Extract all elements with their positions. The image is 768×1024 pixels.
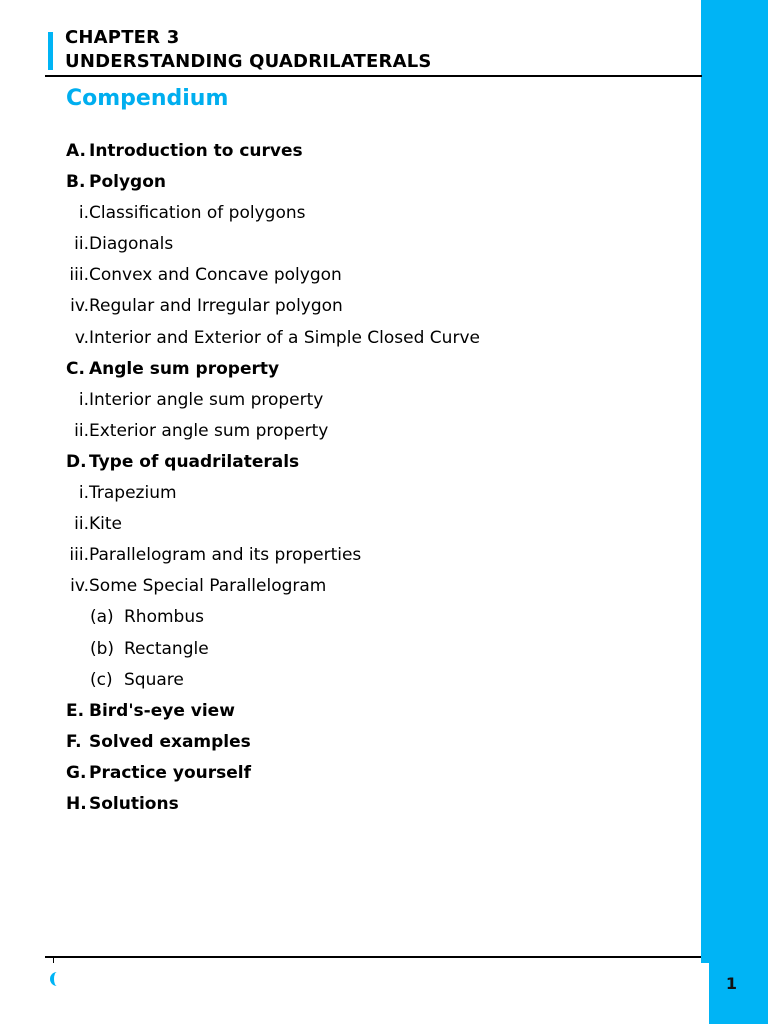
toc-item [66,513,480,544]
toc-item-label: Solved examples [89,731,251,752]
toc-item-label: Interior angle sum property [89,389,324,410]
toc-item-label: Square [124,669,184,690]
toc-item-label: Introduction to curves [89,141,303,161]
toc-item [66,233,480,264]
toc-item-marker: v. [74,327,89,348]
toc-item-marker: ii. [74,514,89,535]
toc-item-marker: iv. [70,296,89,317]
toc-item-label: Some Special Parallelogram [89,576,327,597]
footer-tick [53,958,54,963]
toc-item-marker: i. [78,389,89,410]
toc-item-label: Rectangle [124,638,209,659]
toc-item [66,482,480,513]
toc-item [66,544,480,575]
toc-item [66,295,480,326]
toc-item [66,358,480,389]
toc-item-label: Kite [89,514,122,535]
toc-item-label: Bird's-eye view [89,700,235,721]
toc-item-marker: ii. [74,420,89,441]
toc-item-label: Rhombus [124,607,204,628]
toc-item-marker: iii. [69,265,89,286]
toc-item-marker: (b) [90,638,115,659]
toc-item [66,451,480,482]
toc-item [66,793,480,824]
toc-item-marker: F. [66,731,82,752]
toc-item-marker: A. [66,141,86,161]
toc-item-label: Convex and Concave polygon [89,265,342,286]
toc-item [66,700,480,731]
toc-item-marker: iii. [69,545,89,566]
toc-item-label: Diagonals [89,234,174,255]
section-title: Compendium [66,86,229,111]
toc-item [66,669,480,700]
toc-item [66,171,480,202]
toc-item-label: Trapezium [89,483,177,504]
page-number: 1 [725,974,738,993]
toc-item-label: Parallelogram and its properties [89,545,362,566]
toc-item-marker: B. [66,172,86,193]
toc-item [66,202,480,233]
toc-item [66,140,480,171]
toc-item-label: Regular and Irregular polygon [89,296,343,317]
header-accent-bar [48,32,53,70]
toc-item [66,420,480,451]
toc-item-marker: H. [66,793,87,814]
toc-item [66,638,480,669]
toc-item-marker: iv. [70,576,89,597]
toc-item-label: Type of quadrilaterals [89,451,300,472]
toc-item [66,327,480,358]
toc-item [66,575,480,606]
chapter-number: CHAPTER 3 [65,27,180,48]
toc-item-marker: C. [66,358,85,379]
side-accent-bar [701,0,768,963]
toc-item-marker: i. [78,483,89,504]
toc-item-marker: G. [66,762,87,783]
toc-item-marker: E. [66,700,85,721]
chapter-header [65,26,432,74]
header-divider [45,75,702,77]
toc-item [66,606,480,637]
toc-item-marker: D. [66,451,87,472]
toc-item [66,264,480,295]
toc-item-label: Interior and Exterior of a Simple Closed Curve [89,327,480,348]
toc-item-label: Angle sum property [89,358,280,379]
footer-logo-mark [50,972,58,986]
toc-item [66,731,480,762]
toc-item-label: Polygon [89,172,166,193]
toc-item-marker: i. [78,203,89,224]
toc-item-label: Classification of polygons [89,203,306,224]
toc-item-label: Solutions [89,793,179,814]
footer-divider [45,956,701,958]
toc-item-marker: ii. [74,234,89,255]
toc-item-marker: (c) [90,669,113,690]
toc-item-marker: (a) [90,607,114,628]
toc-item-label: Practice yourself [89,762,251,783]
table-of-contents [66,140,480,824]
toc-item [66,389,480,420]
toc-item-label: Exterior angle sum property [89,420,329,441]
toc-item [66,762,480,793]
chapter-title: UNDERSTANDING QUADRILATERALS [65,51,432,72]
